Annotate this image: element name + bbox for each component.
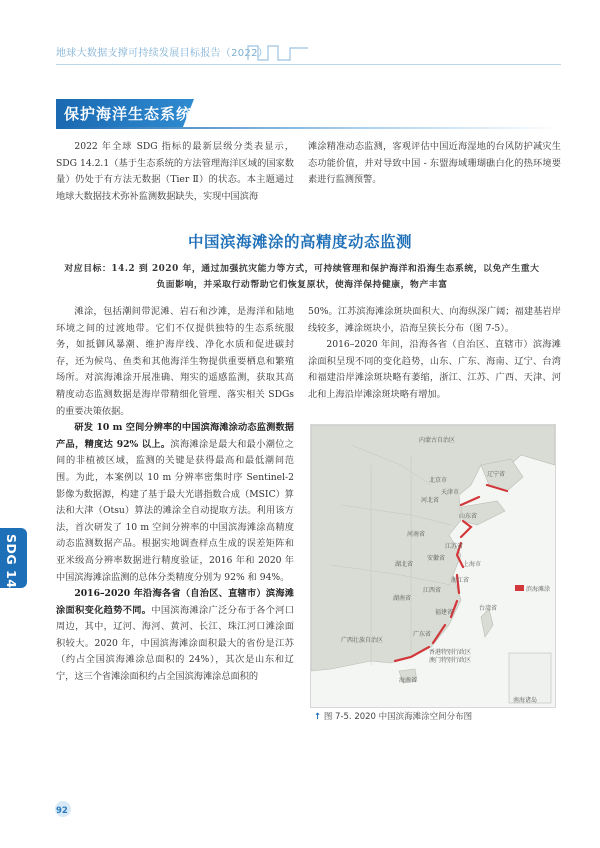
map-label: 南海诸岛	[513, 697, 538, 704]
map-label: 海南省	[399, 677, 418, 684]
legend-swatch	[515, 585, 524, 591]
map-label: 香港特别行政区	[429, 649, 472, 656]
map-label: 河南省	[407, 531, 426, 538]
report-header-title: 地球大数据支撑可持续发展目标报告（2022）	[56, 48, 269, 59]
page-number: 92	[56, 806, 68, 816]
paragraph-text: 中国滨海滩涂广泛分布于各个河口周边，其中，辽河、海河、黄河、长江、珠江河口滩涂面积较大。2020 年，中国滨海滩涂面积最大的省份是江苏（约占全国滨海滩涂总面积的 24%），其次是山东和辽宁，这三个省滩涂面积约占全国滨海滩涂总面积的	[56, 604, 295, 683]
section-underline	[56, 127, 561, 129]
section-title: 保护海洋生态系统	[64, 105, 193, 123]
case-target: 对应目标：14.2 到 2020 年，通过加强抗灾能力等方式，可持续管理和保护海洋和沿海生态系统，以免产生重大负面影响，并采取行动帮助它们恢复原状，使海洋保持健康，物产丰富	[64, 264, 540, 290]
header-divider	[56, 64, 561, 65]
map-label: 台湾省	[479, 605, 498, 612]
sdg-side-tab-label: SDG 14	[4, 534, 19, 589]
map-label: 澳门特别行政区	[429, 657, 472, 664]
header-decoration-icon	[246, 40, 310, 62]
bold-lead: 2016–2020 年沿海各省（自治区、直辖市）滨海滩涂面积变化趋势不同。	[56, 588, 294, 616]
body-paragraph: 50%。江苏滨海滩涂斑块面积大、向海纵深广阔；福建基岩岸线较多，滩涂斑块小，沿海呈狭长分布（图 7-5）。	[308, 306, 561, 334]
map-label: 浙江省	[451, 577, 470, 584]
body-paragraph	[56, 420, 294, 586]
map-label: 北京市	[429, 477, 448, 484]
taiwan-region	[481, 609, 493, 637]
legend-label: 滨海滩涂	[526, 586, 551, 593]
intro-text-left: 2022 年全球 SDG 指标的最新层级分类表显示，SDG 14.2.1（基于生态系统的方法管理海洋区域的国家数量）仍处于有方法无数据（Tier Ⅱ）的状态。本主题通过地球大数据技术弥补监测数据缺失，实现中国滨海	[56, 141, 294, 202]
map-label: 江苏省	[445, 543, 464, 550]
body-paragraph: 滩涂，包括潮间带泥滩、岩石和沙滩，是海洋和陆地环境之间的过渡地带。它们不仅提供独特的生态系统服务，如抵御风暴潮、维护海岸线、净化水质和促进碳封存，还为候鸟、鱼类和其他海洋生物提供重要栖息和繁殖场所。对滨海滩涂开展准确、翔实的遥感监测，获取其高精度动态监测数据是海岸带精细化管理、落实相关 SDGs 的重要决策依据。	[56, 306, 294, 417]
mudflat-distribution-map	[310, 424, 556, 708]
case-title: 中国滨海滩涂的高精度动态监测	[187, 233, 412, 251]
map-label: 湖南省	[393, 595, 412, 602]
caption-text: 图 7-5. 2020 中国滨海滩涂空间分布图	[323, 712, 473, 722]
map-label: 福建省	[435, 609, 454, 616]
map-label: 上海市	[463, 561, 482, 568]
body-column-left	[56, 304, 294, 686]
caption-arrow-icon: ↑	[314, 712, 322, 722]
map-label: 山东省	[459, 513, 478, 520]
map-label: 江西省	[423, 587, 442, 594]
bold-lead: 研发 10 m 空间分辨率的中国滨海滩涂动态监测数据产品，精度达 92% 以上。	[56, 422, 294, 450]
map-label: 广东省	[413, 631, 432, 638]
intro-text-right: 滩涂精准动态监测，客观评估中国近海湿地的台风防护减灾生态功能价值，并对导致中国 - 东盟海域珊瑚礁白化的热环境要素进行监测预警。	[308, 141, 561, 186]
map-label: 辽宁省	[487, 471, 506, 478]
map-label: 内蒙古自治区	[419, 437, 456, 444]
map-graphic	[311, 425, 555, 707]
paragraph-text: 滨海滩涂是最大和最小潮位之间的非植被区域，监测的关键是获得最高和最低潮间范围。为此，本案例以 10 m 分辨率密集时序 Sentinel-2 影像为数据源，构建了基于最大光谱指数合成（MSIC）算法和大津（Otsu）算法的滩涂全自动提取方法。利用该方法，首次研发了 10 m 空间分辨率的中国滨海滩涂高精度动态监测数据产品。根据实地调查样点生成的误差矩阵和亚米级高分辨率数据进行精度验证，2016 年和 2020 年中国滨海滩涂监测的总体分类精度分别为 92% 和 94%。	[56, 438, 294, 583]
map-label: 河北省	[421, 497, 440, 504]
map-label: 湖北省	[395, 561, 414, 568]
body-column-right	[308, 304, 561, 404]
figure-caption	[314, 710, 472, 722]
body-paragraph: 2016–2020 年间，沿海各省（自治区、直辖市）滨海滩涂面积呈现不同的变化趋势，山东、广东、海南、辽宁、台湾和福建沿岸滩涂斑块略有萎缩，浙江、江苏、广西、天津、河北和上海沿岸滩涂斑块略有增加。	[308, 339, 561, 400]
map-label: 安徽省	[427, 555, 446, 562]
body-paragraph	[56, 586, 294, 686]
map-label: 天津市	[441, 489, 460, 496]
map-label: 广西壮族自治区	[341, 637, 384, 644]
